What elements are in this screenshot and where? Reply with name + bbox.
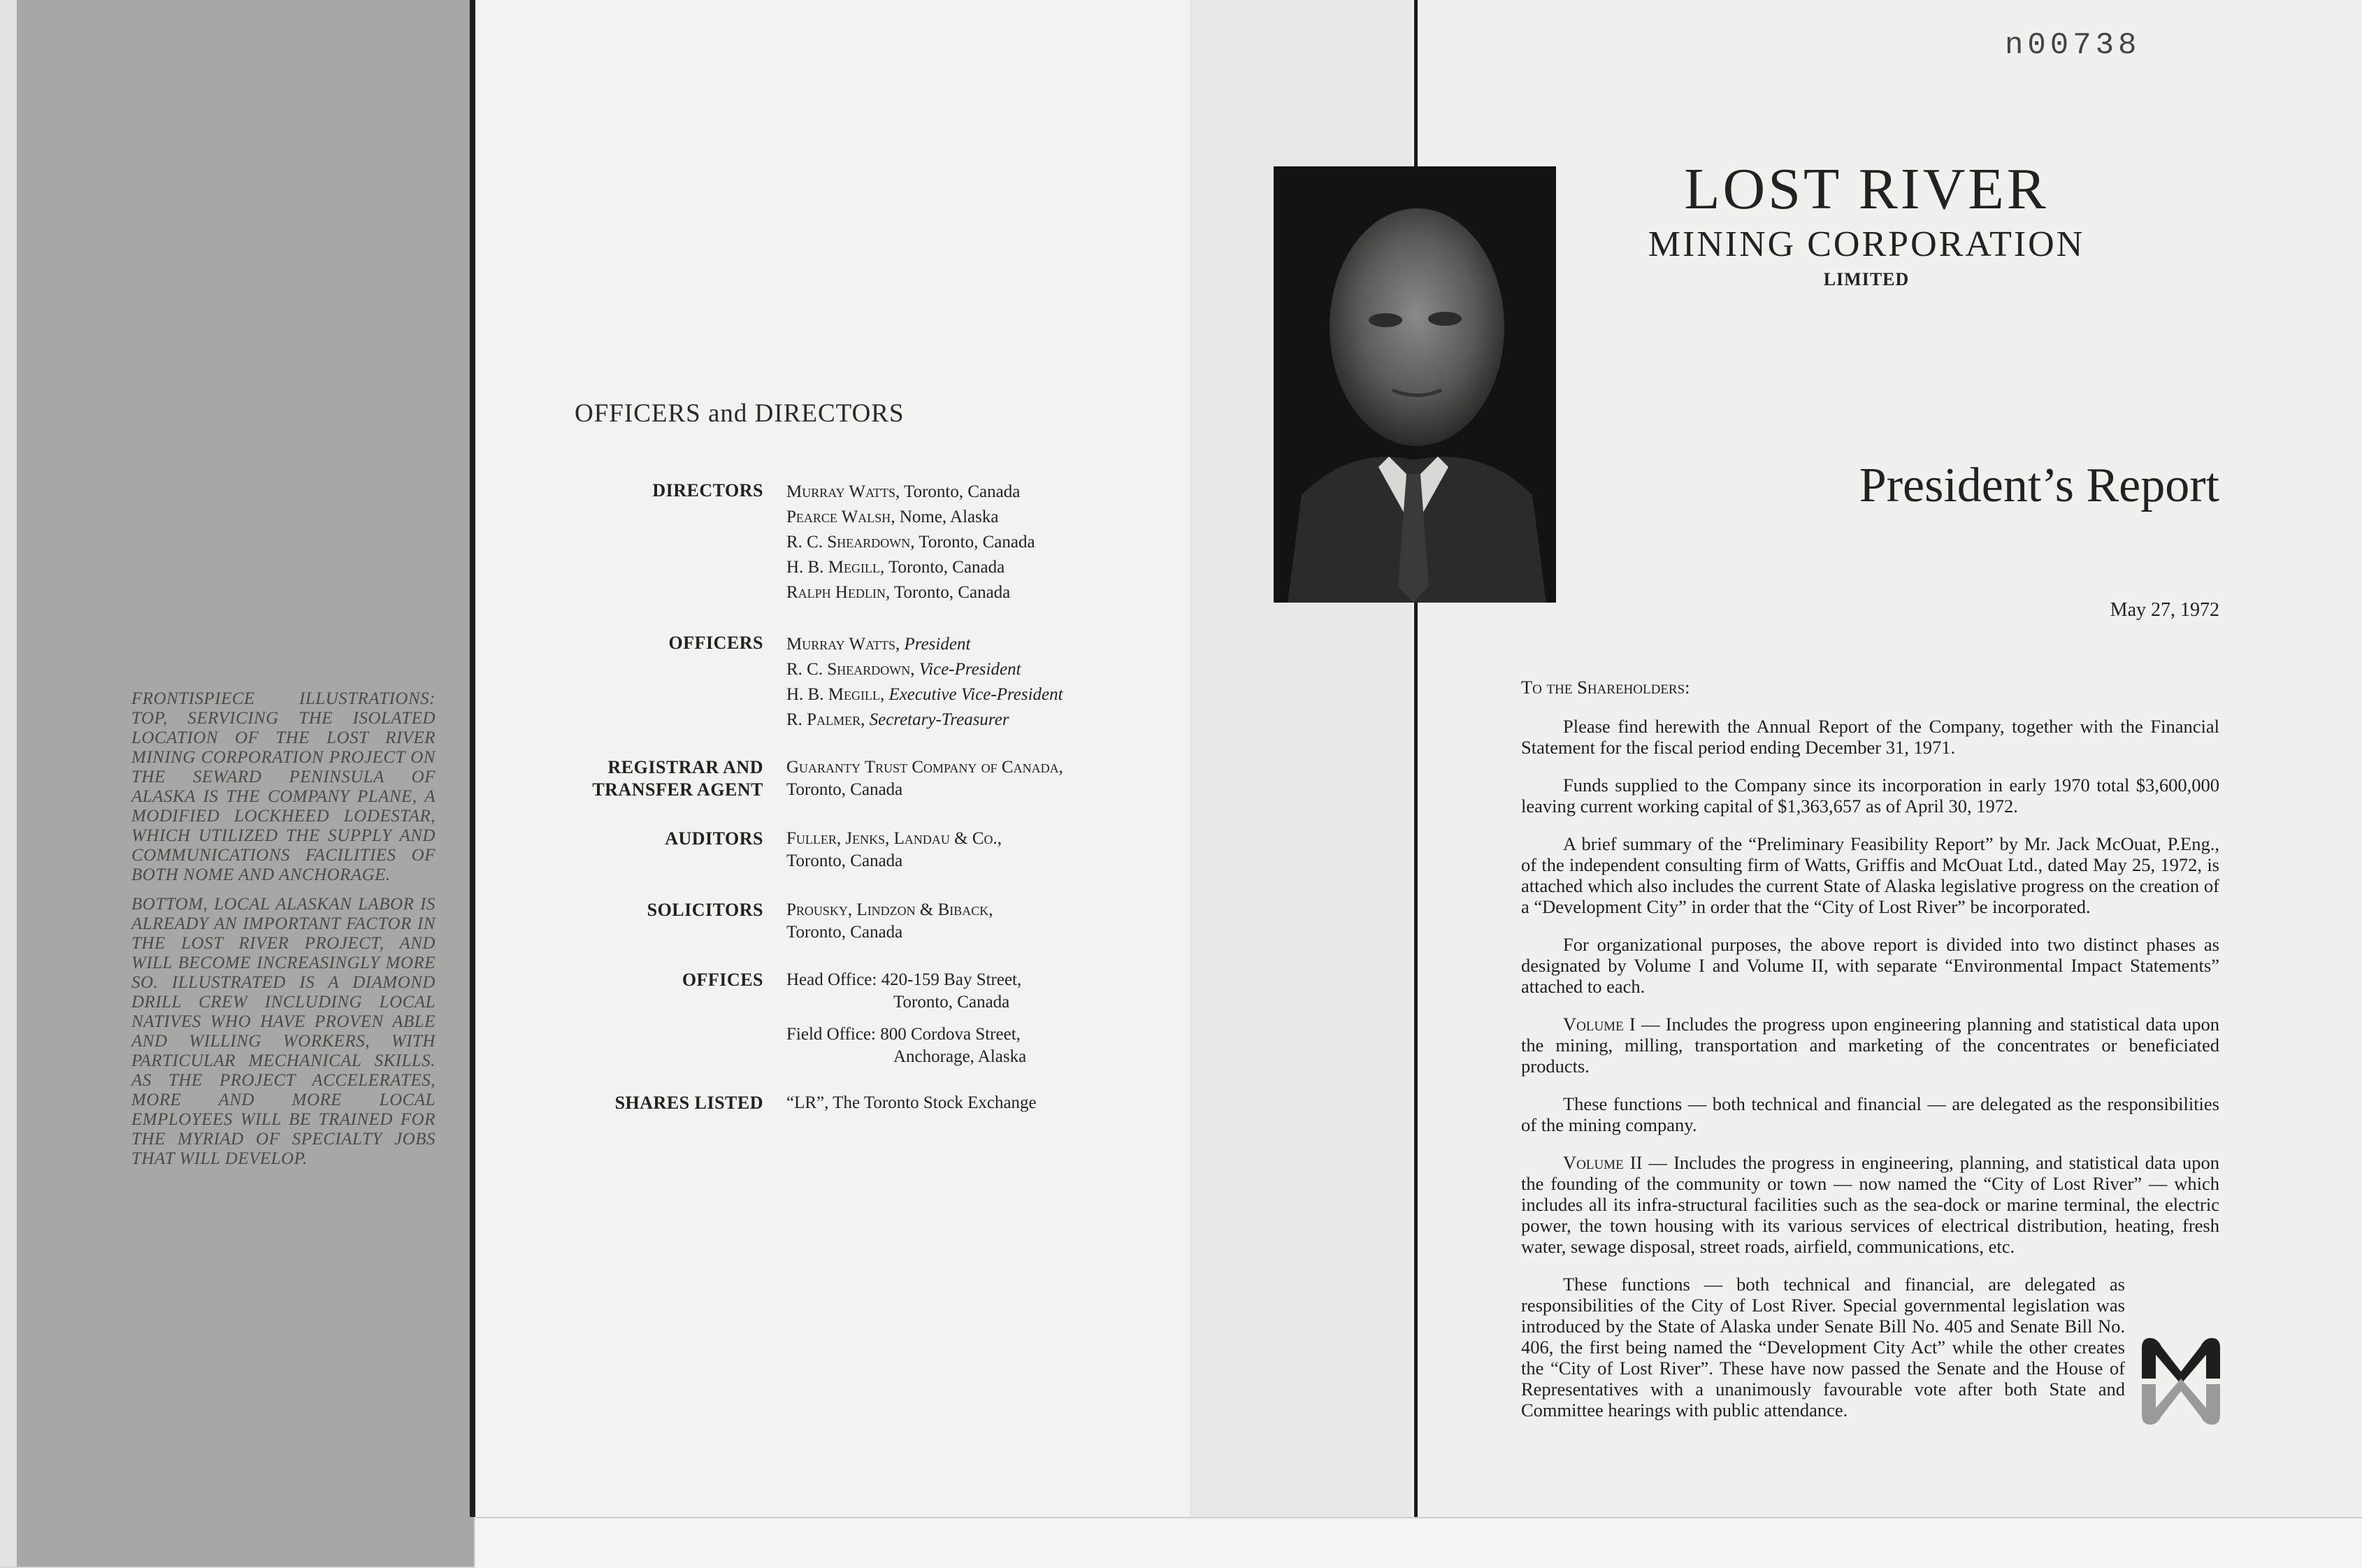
frontispiece-caption	[131, 689, 435, 1179]
officers-label: OFFICERS	[668, 633, 763, 653]
list-item: H. B. Megill, Executive Vice-President	[786, 685, 1063, 704]
paragraph: These functions — both technical and financial — are delegated as the responsibilities of the mining company.	[1521, 1093, 2219, 1135]
list-item: Murray Watts, President	[786, 635, 971, 654]
salutation: To the Shareholders:	[1521, 677, 1690, 698]
solicitors-value: Prousky, Lindzon & Biback, Toronto, Canada	[786, 900, 993, 942]
offices-value: Head Office: 420-159 Bay Street, Toronto, Canada Field Office: 800 Cordova Street, Anchorage, Alaska	[786, 970, 1027, 1066]
list-item: R. C. Sheardown, Toronto, Canada	[786, 533, 1035, 552]
scan-bottom-margin	[475, 1517, 2362, 1568]
report-title: President’s Report	[1859, 459, 2219, 512]
letter-body	[1521, 677, 2219, 1437]
list-item: R. C. Sheardown, Vice-President	[786, 660, 1021, 679]
officers-list	[786, 632, 1178, 733]
list-item: Ralph Hedlin, Toronto, Canada	[786, 583, 1011, 602]
company-suffix: LIMITED	[1823, 269, 1910, 289]
caption-top: FRONTISPIECE ILLUSTRATIONS: TOP, SERVICING THE ISOLATED LOCATION OF THE LOST RIVER MINING CORPORATION PROJECT ON THE SEWARD PENINSULA OF ALASKA IS THE COMPANY PLANE, A MODIFIED LOCKHEED LODESTAR, WHICH UTILIZED THE SUPPLY AND COMMUNICATIONS FACILITIES OF BOTH NOME AND ANCHORAGE.	[131, 689, 435, 884]
registrar-value: Guaranty Trust Company of Canada, Toronto, Canada	[786, 758, 1063, 799]
shares-label: SHARES LISTED	[614, 1093, 763, 1113]
president-photo	[1274, 166, 1556, 603]
registrar-label: REGISTRAR AND TRANSFER AGENT	[592, 757, 763, 800]
caption-bottom: BOTTOM, LOCAL ALASKAN LABOR IS ALREADY AN IMPORTANT FACTOR IN THE LOST RIVER PROJECT, AND WILL BECOME INCREASINGLY MORE SO. ILLUSTRATED IS A DIAMOND DRILL CREW INCLUDING LOCAL NATIVES WHO HAVE PROVEN ABLE AND WILLING WORKERS, WITH PARTICULAR MECHANICAL SKILLS. AS THE PROJECT ACCELERATES, MORE AND MORE LOCAL EMPLOYEES WILL BE TRAINED FOR THE MYRIAD OF SPECIALTY JOBS THAT WILL DEVELOP.	[131, 895, 435, 1168]
auditors-label: AUDITORS	[665, 828, 763, 849]
list-item: R. Palmer, Secretary-Treasurer	[786, 710, 1009, 729]
solicitors-label: SOLICITORS	[647, 900, 763, 920]
paragraph: Volume II — Includes the progress in engineering, planning, and statistical data upon the founding of the community or town — now named the “City of Lost River” — which includes all its infra-structural facilities such as the sea-dock or marine terminal, the electric power, the town housing with its various services of electrical distribution, heating, fresh water, sewage disposal, street roads, airfield, communications, etc.	[1521, 1152, 2220, 1257]
paragraph: For organizational purposes, the above report is divided into two distinct phases as designated by Volume I and Volume II, with separate “Environmental Impact Statements” attached to each.	[1521, 934, 2219, 997]
page-edge	[0, 0, 17, 1567]
paragraph: Volume I — Includes the progress upon engineering planning and statistical data upon the mining, milling, transportation and marketing of the concentrates or beneficiated products.	[1521, 1014, 2219, 1077]
report-date: May 27, 1972	[2110, 599, 2219, 621]
paragraph: These functions — both technical and financial, are delegated as responsibilities of the City of Lost River. Special governmental legislation was introduced by the State of Alaska under Senate Bill No. 405 and Senate Bill No. 406, the first being named the “Development City Act” while the other creates the “City of Lost River”. These have now passed the Senate and the House of Representatives with a unanimously favourable vote after both State and Committee hearings with public attendance.	[1521, 1274, 2125, 1420]
portrait-figure	[1274, 166, 1556, 603]
paragraph: Funds supplied to the Company since its incorporation in early 1970 total $3,600,000 leaving current working capital of $1,363,657 as of April 30, 1972.	[1521, 775, 2219, 817]
binding-line-left	[470, 0, 475, 1517]
company-subtitle: MINING CORPORATION	[1648, 224, 2085, 264]
directors-list	[786, 480, 1178, 605]
auditors-value: Fuller, Jenks, Landau & Co., Toronto, Canada	[786, 829, 1002, 870]
page-number: n00738	[2005, 28, 2141, 63]
mw-logo-icon	[2139, 1335, 2223, 1427]
offices-label: OFFICES	[682, 970, 763, 990]
list-item: H. B. Megill, Toronto, Canada	[786, 558, 1005, 577]
paragraph: Please find herewith the Annual Report of the Company, together with the Financial Statement for the fiscal period ending December 31, 1971.	[1521, 716, 2219, 758]
shares-value: “LR”, The Toronto Stock Exchange	[786, 1093, 1037, 1112]
company-name: LOST RIVER	[1684, 157, 2049, 222]
paragraph: A brief summary of the “Preliminary Feasibility Report” by Mr. Jack McOuat, P.Eng., of the independent consulting firm of Watts, Griffis and McOuat Ltd., dated May 25, 1972, is attached which also includes the current State of Alaska legislative progress on the creation of a “Development City” in order that the “City of Lost River” be incorporated.	[1521, 833, 2219, 917]
list-item: Pearce Walsh, Nome, Alaska	[786, 508, 999, 526]
directors-label: DIRECTORS	[652, 480, 763, 501]
officers-title: OFFICERS and DIRECTORS	[575, 399, 905, 428]
list-item: Murray Watts, Toronto, Canada	[786, 482, 1021, 501]
